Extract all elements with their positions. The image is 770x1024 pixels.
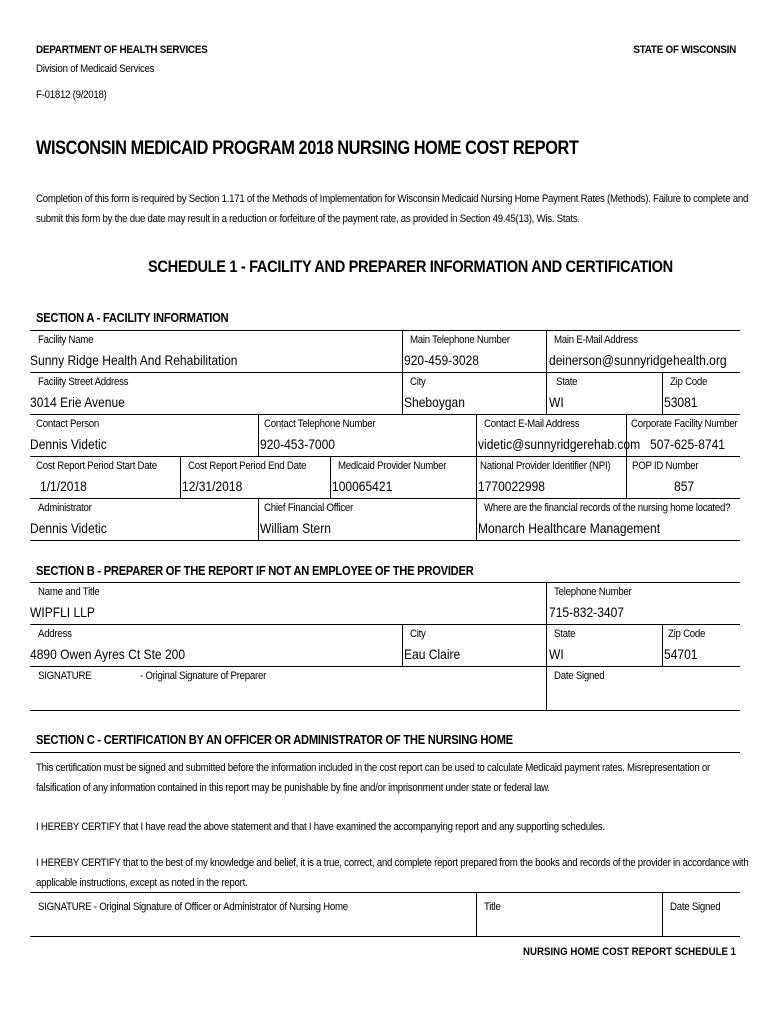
section-a-title: SECTION A - FACILITY INFORMATION [36, 310, 229, 325]
section-b-title: SECTION B - PREPARER OF THE REPORT IF NOT AN EMPLOYEE OF THE PROVIDER [36, 563, 474, 578]
division-name: Division of Medicaid Services [36, 63, 155, 75]
preparer-signature-note: - Original Signature of Preparer [140, 670, 267, 682]
main-phone-field[interactable]: 920-459-3028 [404, 352, 479, 368]
main-email-field[interactable]: deinerson@sunnyridgehealth.org [549, 352, 727, 368]
preparer-state-label: State [554, 628, 576, 640]
certification-para-2: I HEREBY CERTIFY that I have read the above statement and that I have examined the accompanying report and any supporting schedules. [36, 821, 605, 833]
officer-title-label: Title [484, 901, 501, 913]
state-name: STATE OF WISCONSIN [633, 44, 736, 56]
contact-phone-field[interactable]: 920-453-7000 [260, 436, 335, 452]
officer-signature-label: SIGNATURE - Original Signature of Officer or Administrator of Nursing Home [38, 901, 348, 913]
zip-label: Zip Code [670, 376, 708, 388]
officer-title-field[interactable] [478, 915, 660, 935]
period-end-label: Cost Report Period End Date [188, 460, 307, 472]
preparer-zip-label: Zip Code [668, 628, 706, 640]
npi-field[interactable]: 1770022998 [478, 478, 545, 494]
preparer-name-label: Name and Title [38, 586, 100, 598]
administrator-field[interactable]: Dennis Videtic [30, 520, 107, 536]
certification-para-1-line-2: falsification of any information contained in this report may be punishable by fine and/or imprisonment under state or federal law. [36, 782, 550, 794]
certification-para-1-line-1: This certification must be signed and submitted before the information included in the cost report can be used to calculate Medicaid payment rates. Misrepresentation or [36, 762, 710, 774]
pop-id-label: POP ID Number [632, 460, 699, 472]
preparer-zip-field[interactable]: 54701 [664, 646, 698, 662]
certification-para-3-line-1: I HEREBY CERTIFY that to the best of my knowledge and belief, it is a true, correct, and complete report prepared from the books and records of the provider in accordance with [36, 857, 749, 869]
period-end-field[interactable]: 12/31/2018 [182, 478, 243, 494]
main-email-label: Main E-Mail Address [554, 334, 638, 346]
preparer-date-label: Date Signed [554, 670, 605, 682]
provider-number-field[interactable]: 100065421 [332, 478, 393, 494]
period-start-field[interactable]: 1/1/2018 [40, 478, 87, 494]
page-title: WISCONSIN MEDICAID PROGRAM 2018 NURSING HOME COST REPORT [36, 138, 579, 159]
provider-number-label: Medicaid Provider Number [338, 460, 447, 472]
facility-name-label: Facility Name [38, 334, 94, 346]
npi-label: National Provider Identifier (NPI) [480, 460, 611, 472]
intro-line-2: submit this form by the due date may result in a reduction or forfeiture of the payment rate, as provided in Section 49.45(13), Wis. Stats. [36, 213, 580, 225]
preparer-city-field[interactable]: Eau Claire [404, 646, 461, 662]
certification-para-3-line-2: applicable instructions, except as noted in the report. [36, 877, 248, 889]
pop-id-field[interactable]: 857 [674, 478, 695, 494]
preparer-address-field[interactable]: 4890 Owen Ayres Ct Ste 200 [30, 646, 186, 662]
schedule-title: SCHEDULE 1 - FACILITY AND PREPARER INFORMATION AND CERTIFICATION [148, 257, 673, 276]
main-phone-label: Main Telephone Number [410, 334, 510, 346]
preparer-name-field[interactable]: WIPFLI LLP [30, 604, 95, 620]
preparer-address-label: Address [38, 628, 72, 640]
corp-phone-field[interactable]: 507-625-8741 [650, 436, 725, 452]
corp-phone-label: Corporate Facility Number [631, 418, 738, 430]
officer-date-label: Date Signed [670, 901, 721, 913]
preparer-phone-label: Telephone Number [554, 586, 632, 598]
contact-person-label: Contact Person [36, 418, 100, 430]
preparer-signature-field[interactable] [30, 682, 544, 708]
preparer-city-label: City [410, 628, 426, 640]
contact-phone-label: Contact Telephone Number [264, 418, 376, 430]
state-field[interactable]: WI [549, 394, 564, 410]
contact-email-label: Contact E-Mail Address [484, 418, 580, 430]
intro-line-1: Completion of this form is required by Section 1.171 of the Methods of Implementation for Wisconsin Medicaid Nursing Home Payment Rates (Methods). Failure to complete and [36, 193, 749, 205]
footer-label: NURSING HOME COST REPORT SCHEDULE 1 [523, 946, 736, 958]
officer-date-field[interactable] [664, 915, 738, 935]
preparer-state-field[interactable]: WI [549, 646, 564, 662]
contact-email-field[interactable]: videtic@sunnyridgerehab.com [478, 436, 641, 452]
preparer-phone-field[interactable]: 715-832-3407 [549, 604, 624, 620]
form-number: F-01812 (9/2018) [36, 89, 107, 101]
period-start-label: Cost Report Period Start Date [36, 460, 157, 472]
department-name: DEPARTMENT OF HEALTH SERVICES [36, 44, 208, 56]
administrator-label: Administrator [38, 502, 92, 514]
city-field[interactable]: Sheboygan [404, 394, 465, 410]
street-field[interactable]: 3014 Erie Avenue [30, 394, 125, 410]
officer-signature-field[interactable] [30, 915, 474, 935]
section-c-title: SECTION C - CERTIFICATION BY AN OFFICER OR ADMINISTRATOR OF THE NURSING HOME [36, 732, 513, 747]
records-location-field[interactable]: Monarch Healthcare Management [478, 520, 661, 536]
street-label: Facility Street Address [38, 376, 129, 388]
contact-person-field[interactable]: Dennis Videtic [30, 436, 107, 452]
cfo-label: Chief Financial Officer [264, 502, 353, 514]
cfo-field[interactable]: William Stern [260, 520, 331, 536]
city-label: City [410, 376, 426, 388]
records-location-label: Where are the financial records of the nursing home located? [484, 502, 731, 514]
preparer-signature-label: SIGNATURE [38, 670, 92, 682]
facility-name-field[interactable]: Sunny Ridge Health And Rehabilitation [30, 352, 238, 368]
state-label: State [556, 376, 578, 388]
preparer-date-field[interactable] [548, 682, 738, 708]
zip-field[interactable]: 53081 [664, 394, 698, 410]
